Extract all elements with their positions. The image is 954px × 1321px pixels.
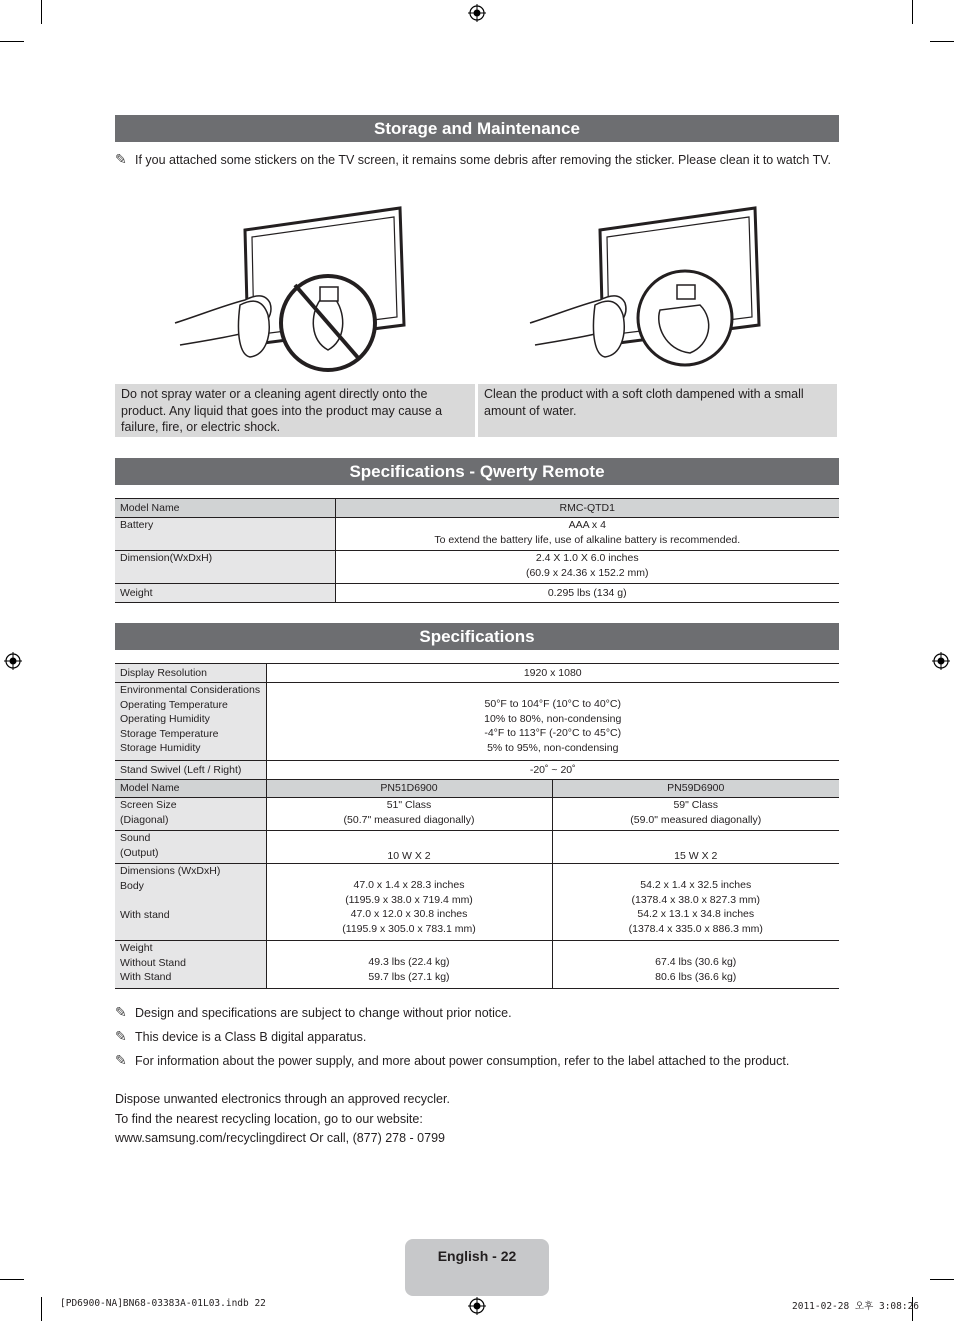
- recycling-info: [115, 1090, 450, 1149]
- table-row: [115, 831, 839, 864]
- row-value: 49.3 lbs (22.4 kg) 59.7 lbs (27.1 kg): [266, 941, 552, 989]
- no-spray-illustration: [170, 205, 410, 375]
- row-label: Weight: [115, 584, 335, 603]
- registration-mark-icon: [468, 4, 486, 22]
- table-row: [115, 664, 839, 683]
- row-value: RMC-QTD1: [335, 499, 839, 518]
- row-value: 47.0 x 1.4 x 28.3 inches (1195.9 x 38.0 x 719.4 mm) 47.0 x 12.0 x 30.8 inches (1195.9 x 305.0 x 783.1 mm): [266, 864, 552, 941]
- row-label: Screen Size (Diagonal): [115, 798, 266, 831]
- note-text: If you attached some stickers on the TV screen, it remains some debris after removing the sticker. Please clean it to watch TV.: [135, 153, 831, 167]
- row-value: 2.4 X 1.0 X 6.0 inches (60.9 x 24.36 x 152.2 mm): [335, 551, 839, 584]
- crop-mark: [0, 41, 24, 42]
- row-value: 10 W X 2: [266, 831, 552, 864]
- table-row: [115, 941, 839, 989]
- section-title-remote-specs: Specifications - Qwerty Remote: [115, 458, 839, 485]
- row-label: Model Name: [115, 780, 266, 798]
- model-b: PN59D6900: [552, 780, 839, 798]
- table-row: [115, 518, 839, 551]
- row-label: Battery: [115, 518, 335, 551]
- pencil-note-icon: ✎: [115, 1004, 127, 1020]
- recycling-line: To find the nearest recycling location, go to our website:: [115, 1111, 423, 1126]
- section-title-specifications: Specifications: [115, 623, 839, 650]
- row-label: Weight Without Stand With Stand: [115, 941, 266, 989]
- table-row: [115, 761, 839, 780]
- table-row: [115, 798, 839, 831]
- spec-note: ✎ Design and specifications are subject to change without prior notice.: [115, 1004, 512, 1020]
- table-row: [115, 584, 839, 603]
- registration-mark-icon: [468, 1297, 486, 1315]
- row-value: 1920 x 1080: [266, 664, 839, 683]
- row-value: AAA x 4 To extend the battery life, use of alkaline battery is recommended.: [335, 518, 839, 551]
- sticker-note: [115, 151, 839, 169]
- soft-cloth-illustration: [525, 205, 765, 375]
- crop-mark: [41, 0, 42, 24]
- row-value: 0.295 lbs (134 g): [335, 584, 839, 603]
- table-row: [115, 683, 839, 761]
- page-label: English - 22: [437, 1248, 517, 1264]
- section-title-storage: Storage and Maintenance: [115, 115, 839, 142]
- row-value: -20˚ ~ 20˚: [266, 761, 839, 780]
- row-label: Sound (Output): [115, 831, 266, 864]
- model-a: PN51D6900: [266, 780, 552, 798]
- table-row: [115, 864, 839, 941]
- row-value: 50°F to 104°F (10°C to 40°C) 10% to 80%, non-condensing -4°F to 113°F (-20°C to 45°C) 5% to 95%, non-condensing: [266, 683, 839, 761]
- crop-mark: [912, 0, 913, 24]
- pencil-note-icon: ✎: [115, 151, 127, 167]
- table-row: [115, 551, 839, 584]
- caption-soft-cloth: Clean the product with a soft cloth dampened with a small amount of water.: [478, 384, 837, 437]
- tv-spec-table: [115, 663, 839, 989]
- row-value: 67.4 lbs (30.6 kg) 80.6 lbs (36.6 kg): [552, 941, 839, 989]
- row-value: 59" Class (59.0" measured diagonally): [552, 798, 839, 831]
- caption-do-not-spray: Do not spray water or a cleaning agent directly onto the product. Any liquid that goes into the product may cause a failure, fire, or electric shock.: [115, 384, 475, 437]
- registration-mark-icon: [4, 652, 22, 670]
- recycling-link[interactable]: www.samsung.com/recyclingdirect Or call, (877) 278 - 0799: [115, 1131, 445, 1145]
- row-label: Environmental Considerations Operating Temperature Operating Humidity Storage Temperature Storage Humidity: [115, 683, 266, 761]
- table-row: [115, 499, 839, 518]
- row-value: 51" Class (50.7" measured diagonally): [266, 798, 552, 831]
- file-slug: [PD6900-NA]BN68-03383A-01L03.indb 22: [60, 1298, 266, 1309]
- crop-mark: [41, 1297, 42, 1321]
- row-value: 15 W X 2: [552, 831, 839, 864]
- recycling-line: Dispose unwanted electronics through an approved recycler.: [115, 1092, 450, 1106]
- crop-mark: [930, 1279, 954, 1280]
- table-row: [115, 780, 839, 798]
- date-slug: 2011-02-28 오후 3:08:26: [792, 1301, 920, 1312]
- spec-note: ✎ For information about the power supply, and more about power consumption, refer to the label attached to the product.: [115, 1052, 790, 1068]
- registration-mark-icon: [932, 652, 950, 670]
- row-value: 54.2 x 1.4 x 32.5 inches (1378.4 x 38.0 x 827.3 mm) 54.2 x 13.1 x 34.8 inches (1378.4 x 335.0 x 886.3 mm): [552, 864, 839, 941]
- remote-spec-table: [115, 498, 839, 603]
- crop-mark: [0, 1279, 24, 1280]
- pencil-note-icon: ✎: [115, 1052, 127, 1068]
- spec-note: ✎ This device is a Class B digital apparatus.: [115, 1028, 367, 1044]
- crop-mark: [930, 41, 954, 42]
- row-label: Stand Swivel (Left / Right): [115, 761, 266, 780]
- row-label: Dimensions (WxDxH) Body With stand: [115, 864, 266, 941]
- row-label: Dimension(WxDxH): [115, 551, 335, 584]
- row-label: Display Resolution: [115, 664, 266, 683]
- row-label: Model Name: [115, 499, 335, 518]
- page-number-tab: [405, 1239, 549, 1296]
- pencil-note-icon: ✎: [115, 1028, 127, 1044]
